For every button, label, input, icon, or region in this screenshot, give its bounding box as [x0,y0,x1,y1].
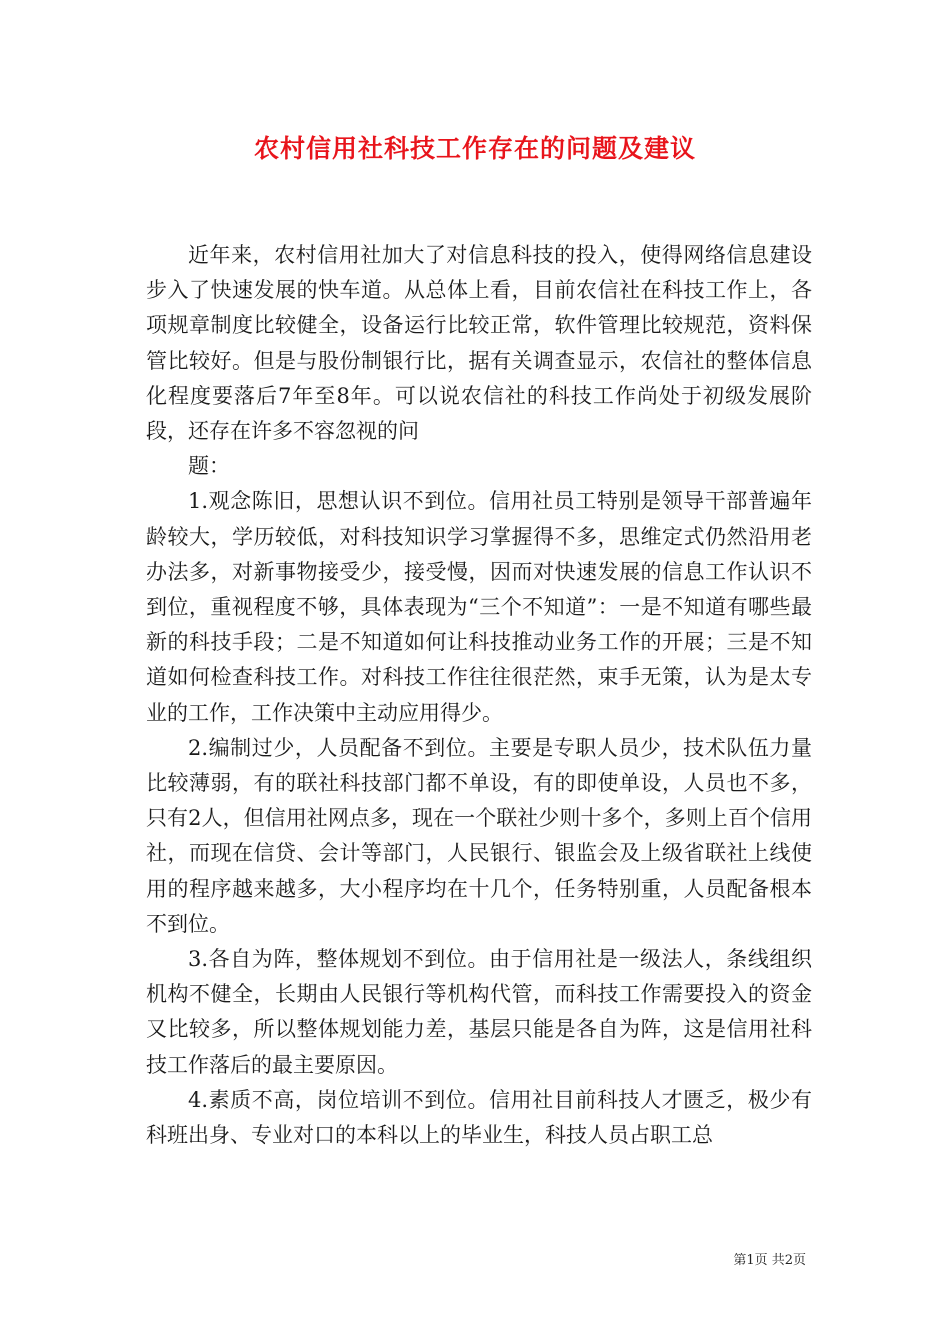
document-body [146,238,812,1153]
paragraph-intro-tail: 题： [188,454,230,479]
page-number: 第1页 共2页 [733,1253,806,1268]
paragraph-point-3: 3.各自为阵，整体规划不到位。由于信用社是一级法人，条线组织机构不健全，长期由人民银行等机构代管，而科技工作需要投入的资金又比较多，所以整体规划能力差，基层只能是各自为阵，这是信用社科技工作落后的最主要原因。 [146,947,812,1077]
paragraph-point-1: 1.观念陈旧，思想认识不到位。信用社员工特别是领导干部普遍年龄较大，学历较低，对科技知识学习掌握得不多，思维定式仍然沿用老办法多，对新事物接受少，接受慢，因而对快速发展的信息工作认识不到位，重视程度不够，具体表现为“三个不知道”：一是不知道有哪些最新的科技手段；二是不知道如何让科技推动业务工作的开展；三是不知道如何检查科技工作。对科技工作往往很茫然，束手无策，认为是太专业的工作，工作决策中主动应用得少。 [146,489,812,725]
paragraph-point-4: 4.素质不高，岗位培训不到位。信用社目前科技人才匮乏，极少有科班出身、专业对口的本科以上的毕业生，科技人员占职工总 [146,1087,812,1148]
paragraph-point-2: 2.编制过少，人员配备不到位。主要是专职人员少，技术队伍力量比较薄弱，有的联社科技部门都不单设，有的即使单设，人员也不多，只有2人，但信用社网点多，现在一个联社少则十多个，多则上百个信用社，而现在信贷、会计等部门，人民银行、银监会及上级省联社上线使用的程序越来越多，大小程序均在十几个，任务特别重，人员配备根本不到位。 [146,735,812,936]
document-title: 农村信用社科技工作存在的问题及建议 [253,134,696,163]
paragraph-intro: 近年来，农村信用社加大了对信息科技的投入，使得网络信息建设步入了快速发展的快车道。从总体上看，目前农信社在科技工作上，各项规章制度比较健全，设备运行比较正常，软件管理比较规范，资料保管比较好。但是与股份制银行比，据有关调查显示，农信社的整体信息化程度要落后7年至8年。可以说农信社的科技工作尚处于初级发展阶段，还存在许多不容忽视的问 [146,243,812,444]
